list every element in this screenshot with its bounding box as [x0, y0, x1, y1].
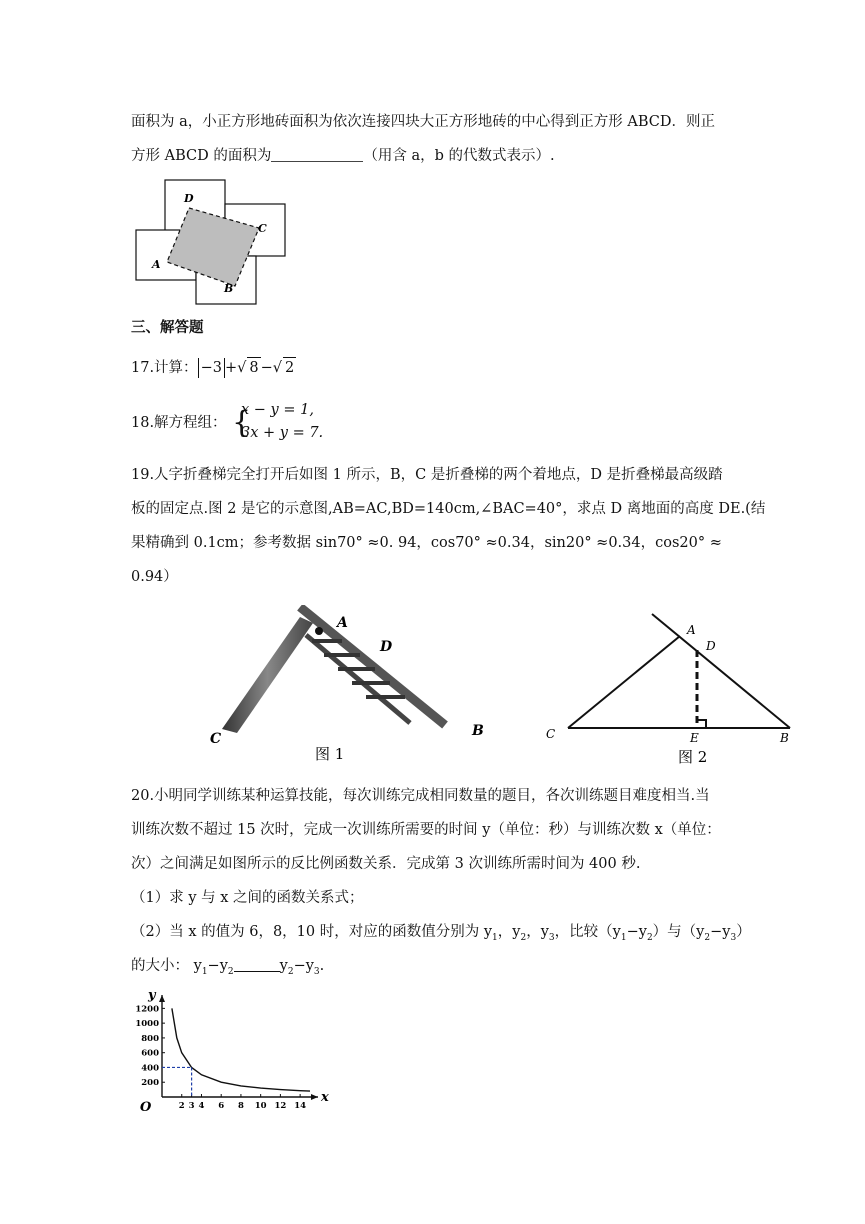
q18-eq1: x − y = 1,	[241, 402, 314, 418]
section-heading: 三、解答题	[131, 319, 204, 336]
y-axis-arrow	[159, 995, 165, 1002]
label-C: C	[258, 222, 267, 235]
q17-prefix: 17.计算：	[131, 360, 198, 376]
q17-minus: −	[260, 360, 273, 376]
q20-compare: 的大小： $y_1-y_2$ $y_2-y_3$.	[131, 958, 325, 977]
q19-line1: 19.人字折叠梯完全打开后如图 1 所示，B，C 是折叠梯的两个着地点，D 是折叠梯最高级踏	[131, 467, 723, 483]
x-tick-label-4: 4	[198, 1101, 205, 1111]
q16-line2-post: （用含 a，b 的代数式表示）.	[363, 148, 555, 164]
ladder-figure	[200, 605, 500, 765]
y-tick-label-600: 600	[141, 1048, 159, 1059]
tiles-figure	[134, 178, 289, 308]
q19-line4: 0.94）	[131, 569, 178, 585]
q18-brace: {	[232, 405, 252, 440]
q20-part1: （1）求 y 与 x 之间的函数关系式；	[131, 890, 364, 906]
fig2-label-B: B	[780, 731, 789, 745]
triangle-figure	[540, 610, 810, 770]
answer-blank-16[interactable]	[271, 147, 363, 162]
q17: 17.计算： −3 +√ 8 −√ 2	[131, 357, 296, 378]
q18-eq2: 3x + y = 7.	[241, 425, 324, 441]
fig1-label-D: D	[380, 639, 393, 655]
origin-label: O	[140, 1100, 152, 1115]
x-tick-label-14: 14	[294, 1101, 307, 1111]
x-axis-arrow	[311, 1094, 318, 1100]
y-tick-label-1200: 1200	[135, 1004, 159, 1015]
inverse-proportion-chart	[120, 985, 335, 1115]
answer-blank-20[interactable]	[234, 957, 280, 972]
fig2-label-C: C	[546, 727, 556, 741]
q16-line1: 面积为 a，小正方形地砖面积为依次连接四块大正方形地砖的中心得到正方形 ABCD．则正	[131, 114, 715, 130]
fig1-label-A: A	[337, 615, 348, 631]
y-tick-label-800: 800	[141, 1033, 159, 1044]
q18-prefix: 18.解方程组：	[131, 415, 227, 431]
fig2-label-E: E	[690, 731, 699, 745]
y-tick-label-1000: 1000	[135, 1019, 159, 1030]
q20-part2: （2）当 x 的值为 6，8，10 时，对应的函数值分别为 $y_1$，$y_2$，$y_3$，比较$(y_1-y_2)$与$(y_2-y_3)$	[131, 924, 751, 943]
series-curve	[172, 1008, 310, 1091]
q16-line2	[131, 146, 555, 166]
q17-abs: −3	[198, 358, 225, 378]
x-tick-label-6: 6	[218, 1101, 225, 1111]
x-tick-label-2: 2	[178, 1101, 185, 1111]
q19-line3: 果精确到 0.1cm；参考数据 sin70° ≈0. 94，cos70° ≈0.34，sin20° ≈0.34，cos20° ≈	[131, 535, 722, 551]
q19-line2: 板的固定点.图 2 是它的示意图,AB=AC,BD=140cm,∠BAC=40°，求点 D 离地面的高度 DE.(结	[131, 501, 766, 517]
q17-root1: 8	[247, 357, 260, 378]
q20-line1: 20.小明同学训练某种运算技能，每次训练完成相同数量的题目，各次训练题目难度相当.当	[131, 788, 710, 804]
fig1-label-C: C	[210, 731, 222, 747]
q16-line2-pre: 方形 ABCD 的面积为	[131, 148, 272, 164]
x-tick-label-3: 3	[188, 1101, 195, 1111]
x-tick-label-12: 12	[274, 1101, 287, 1111]
y-tick-label-200: 200	[141, 1078, 159, 1089]
q20-line2: 训练次数不超过 15 次时，完成一次训练所需要的时间 y（单位：秒）与训练次数 x（单位：	[131, 822, 721, 838]
x-tick-label-8: 8	[237, 1101, 244, 1111]
y-axis-label: y	[148, 988, 156, 1003]
fig1-label-B: B	[472, 723, 484, 739]
label-A: A	[152, 258, 161, 271]
x-tick-label-10: 10	[254, 1101, 267, 1111]
q20-line3: 次）之间满足如图所示的反比例函数关系．完成第 3 次训练所需时间为 400 秒.	[131, 856, 641, 872]
label-D: D	[184, 192, 194, 205]
label-B: B	[224, 282, 234, 295]
q17-root2: 2	[283, 357, 296, 378]
y-tick-label-400: 400	[141, 1063, 159, 1074]
fig2-label-A: A	[687, 623, 696, 637]
x-axis-label: x	[321, 1090, 329, 1105]
q17-plus: +	[224, 360, 238, 376]
fig2-caption: 图 2	[678, 748, 708, 766]
fig1-caption: 图 1	[315, 745, 345, 763]
fig2-label-D: D	[706, 639, 716, 653]
